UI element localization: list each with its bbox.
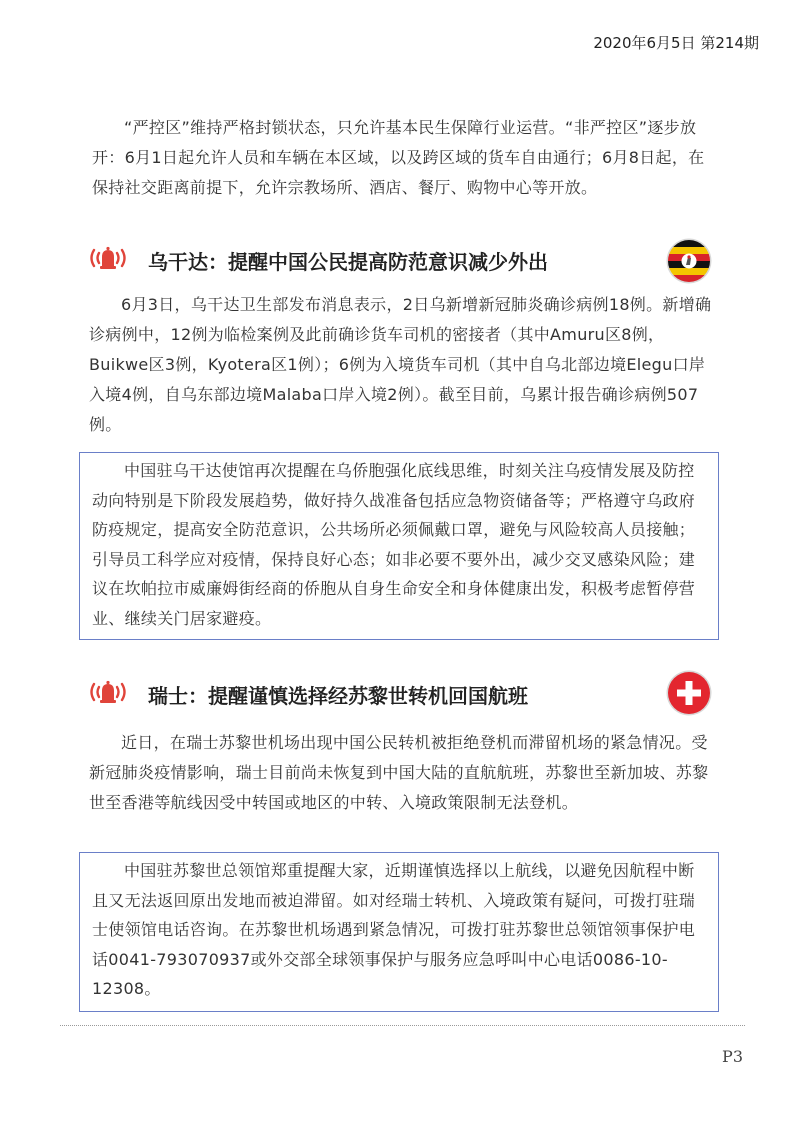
section-uganda-title: 乌干达：提醒中国公民提高防范意识减少外出 [148, 250, 548, 274]
alarm-bell-icon [88, 242, 128, 274]
alarm-bell-icon [88, 676, 128, 708]
section-switzerland-notice-text: 中国驻苏黎世总领馆郑重提醒大家，近期谨慎选择以上航线，以避免因航程中断且又无法返回原出发地而被迫滞留。如对经瑞士转机、入境政策有疑问，可拨打驻瑞士使领馆电话咨询。在苏黎世机场遇到紧急情况，可拨打驻苏黎世总领馆领事保护电话0041-793070937或外交部全球领事保护与服务应急呼叫中心电话0086-10-12308。 [92, 861, 696, 998]
header-date-issue: 2020年6月5日 第214期 [593, 34, 759, 52]
section-uganda-notice [79, 452, 719, 640]
section-switzerland-heading [88, 676, 648, 716]
footer-divider [60, 1025, 745, 1026]
intro-paragraph: “严控区”维持严格封锁状态，只允许基本民生保障行业运营。“非严控区”逐步放开：6月1日起允许人员和车辆在本区域，以及跨区域的货车自由通行；6月8日起，在保持社交距离前提下，允许宗教场所、酒店、餐厅、购物中心等开放。 [92, 118, 705, 197]
section-uganda-notice-text: 中国驻乌干达使馆再次提醒在乌侨胞强化底线思维，时刻关注乌疫情发展及防控动向特别是下阶段发展趋势，做好持久战准备包括应急物资储备等；严格遵守乌政府防疫规定，提高安全防范意识，公共场所必须佩戴口罩，避免与风险较高人员接触；引导员工科学应对疫情，保持良好心态；如非必要不要外出，减少交叉感染风险；建议在坎帕拉市威廉姆街经商的侨胞从自身生命安全和身体健康出发，积极考虑暂停营业、继续关门居家避疫。 [92, 461, 696, 628]
section-uganda-body: 6月3日，乌干达卫生部发布消息表示，2日乌新增新冠肺炎确诊病例18例。新增确诊病例中，12例为临检案例及此前确诊货车司机的密接者（其中Amuru区8例，Buikwe区3例，Kyotera区1例）；6例为入境货车司机（其中自乌北部边境Elegu口岸入境4例，自乌东部边境Malaba口岸入境2例）。截至目前，乌累计报告确诊病例507例。 [89, 295, 712, 434]
page-number: P3 [722, 1047, 743, 1066]
uganda-flag [666, 238, 712, 284]
section-uganda-heading [88, 242, 648, 282]
switzerland-flag [666, 670, 712, 716]
section-switzerland-notice [79, 852, 719, 1012]
section-switzerland-body: 近日，在瑞士苏黎世机场出现中国公民转机被拒绝登机而滞留机场的紧急情况。受新冠肺炎疫情影响，瑞士目前尚未恢复到中国大陆的直航航班，苏黎世至新加坡、苏黎世至香港等航线因受中转国或地区的中转、入境政策限制无法登机。 [89, 733, 709, 812]
section-switzerland-title: 瑞士：提醒谨慎选择经苏黎世转机回国航班 [148, 684, 528, 708]
